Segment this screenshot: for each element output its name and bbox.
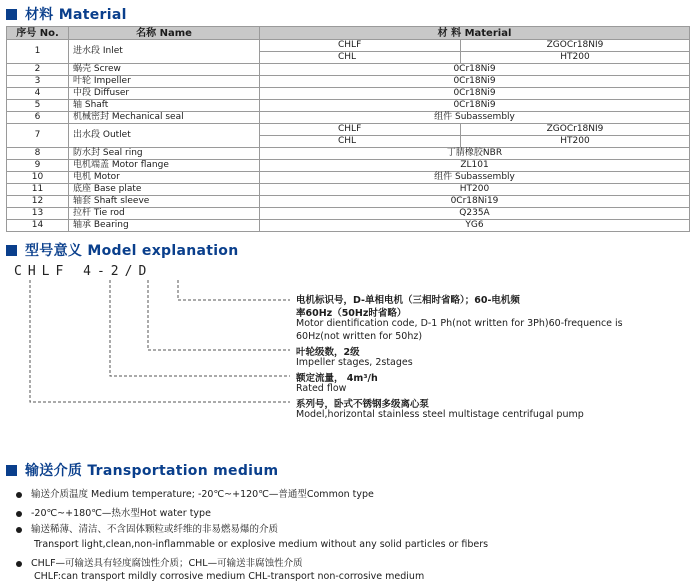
item-translation: Transport light,clean,non-inflammable or explosive medium without any solid particles or fibers bbox=[34, 539, 489, 550]
bullet-item bbox=[16, 486, 374, 500]
model-code: CHLF 4-2/D bbox=[14, 264, 153, 279]
model-line: 率60Hz（50Hz时省略） bbox=[296, 308, 407, 319]
variant-model: CHLF bbox=[338, 124, 362, 134]
row-number: 9 bbox=[7, 160, 69, 172]
part-material: Q235A bbox=[260, 208, 690, 220]
bullet-text: -20℃~+180℃—热水型Hot water type bbox=[31, 508, 211, 519]
bullet-text: 输送稀薄、清洁、不含固体颗粒或纤维的非易燃易爆的介质 bbox=[31, 524, 279, 535]
part-name: 出水段 Outlet bbox=[69, 124, 260, 148]
part-name: 机械密封 Mechanical seal bbox=[69, 112, 260, 124]
part-material: 0Cr18Ni9 bbox=[260, 76, 690, 88]
row-number: 13 bbox=[7, 208, 69, 220]
variant-model: CHL bbox=[338, 136, 357, 146]
item-translation: CHLF:can transport mildly corrosive medium CHL-transport non-corrosive medium bbox=[34, 571, 425, 582]
part-name: 轴套 Shaft sleeve bbox=[69, 196, 260, 208]
bullet-icon bbox=[16, 492, 22, 498]
variant-material: HT200 bbox=[460, 136, 689, 147]
transport-section-header bbox=[6, 460, 278, 480]
bullet-icon bbox=[16, 561, 22, 567]
row-number: 8 bbox=[7, 148, 69, 160]
part-name: 进水段 Inlet bbox=[69, 40, 260, 64]
material-section-title: 材料 Material bbox=[25, 7, 127, 23]
row-number: 2 bbox=[7, 64, 69, 76]
variant-material: ZGOCr18NI9 bbox=[460, 40, 689, 51]
section-marker-icon bbox=[6, 465, 17, 476]
part-name: 底座 Base plate bbox=[69, 184, 260, 196]
part-material: 组件 Subassembly bbox=[260, 112, 690, 124]
part-name: 蜗壳 Screw bbox=[69, 64, 260, 76]
row-number: 10 bbox=[7, 172, 69, 184]
header-name: 名称 Name bbox=[69, 27, 260, 40]
header-no: 序号 No. bbox=[7, 27, 69, 40]
model-line: Model,horizontal stainless steel multistage centrifugal pump bbox=[296, 409, 584, 420]
model-line: 电机标识号，D-单相电机（三相时省略）；60-电机频 bbox=[296, 295, 520, 306]
header-material: 材 料 Material bbox=[260, 27, 690, 40]
leader-impeller-stages bbox=[148, 280, 290, 350]
row-number: 1 bbox=[7, 40, 69, 64]
row-number: 5 bbox=[7, 100, 69, 112]
model-line: Motor dientification code, D-1 Ph(not written for 3Ph)60-frequence is bbox=[296, 318, 623, 329]
bullet-item bbox=[16, 505, 211, 519]
part-name: 中段 Diffuser bbox=[69, 88, 260, 100]
row-number: 14 bbox=[7, 220, 69, 232]
bullet-icon bbox=[16, 511, 22, 517]
bullet-item bbox=[16, 555, 303, 569]
model-line: 叶轮级数，2级 bbox=[296, 347, 360, 358]
row-number: 4 bbox=[7, 88, 69, 100]
part-material: ZL101 bbox=[260, 160, 690, 172]
part-material: 0Cr18Ni9 bbox=[260, 88, 690, 100]
variant-material: HT200 bbox=[460, 52, 689, 63]
part-material: 0Cr18Ni9 bbox=[260, 64, 690, 76]
leader-series bbox=[30, 280, 290, 402]
part-name: 叶轮 Impeller bbox=[69, 76, 260, 88]
model-section-title: 型号意义 Model explanation bbox=[25, 243, 239, 259]
transport-section-title: 输送介质 Transportation medium bbox=[25, 463, 279, 479]
part-material: 0Cr18Ni19 bbox=[260, 196, 690, 208]
part-name: 拉杆 Tie rod bbox=[69, 208, 260, 220]
part-material: YG6 bbox=[260, 220, 690, 232]
part-material: 0Cr18Ni9 bbox=[260, 100, 690, 112]
part-material: HT200 bbox=[260, 184, 690, 196]
row-number: 7 bbox=[7, 124, 69, 148]
row-number: 3 bbox=[7, 76, 69, 88]
part-name: 防水封 Seal ring bbox=[69, 148, 260, 160]
model-line: 系列号，卧式不锈钢多级离心泵 bbox=[296, 399, 430, 410]
leader-motor-code bbox=[178, 280, 290, 300]
part-name: 轴承 Bearing bbox=[69, 220, 260, 232]
bullet-item bbox=[16, 521, 278, 535]
part-material: 组件 Subassembly bbox=[260, 172, 690, 184]
row-number: 11 bbox=[7, 184, 69, 196]
leader-rated-flow bbox=[110, 280, 290, 376]
bullet-text: CHLF—可输送具有轻度腐蚀性介质；CHL—可输送非腐蚀性介质 bbox=[31, 558, 303, 569]
bullet-icon bbox=[16, 527, 22, 533]
bullet-text: 输送介质温度 Medium temperature; -20℃~+120℃—普通型Common type bbox=[31, 489, 374, 500]
model-line: Impeller stages, 2stages bbox=[296, 357, 413, 368]
variant-material: ZGOCr18NI9 bbox=[460, 124, 689, 135]
part-name: 轴 Shaft bbox=[69, 100, 260, 112]
model-line: Rated flow bbox=[296, 383, 347, 394]
part-material: 丁腈橡胶NBR bbox=[260, 148, 690, 160]
variant-model: CHL bbox=[338, 52, 357, 62]
row-number: 12 bbox=[7, 196, 69, 208]
model-line: 额定流量， 4m³/h bbox=[296, 373, 378, 384]
row-number: 6 bbox=[7, 112, 69, 124]
variant-model: CHLF bbox=[338, 40, 362, 50]
part-name: 电机 Motor bbox=[69, 172, 260, 184]
part-name: 电机端盖 Motor flange bbox=[69, 160, 260, 172]
model-line: 60Hz(not written for 50hz) bbox=[296, 331, 423, 342]
